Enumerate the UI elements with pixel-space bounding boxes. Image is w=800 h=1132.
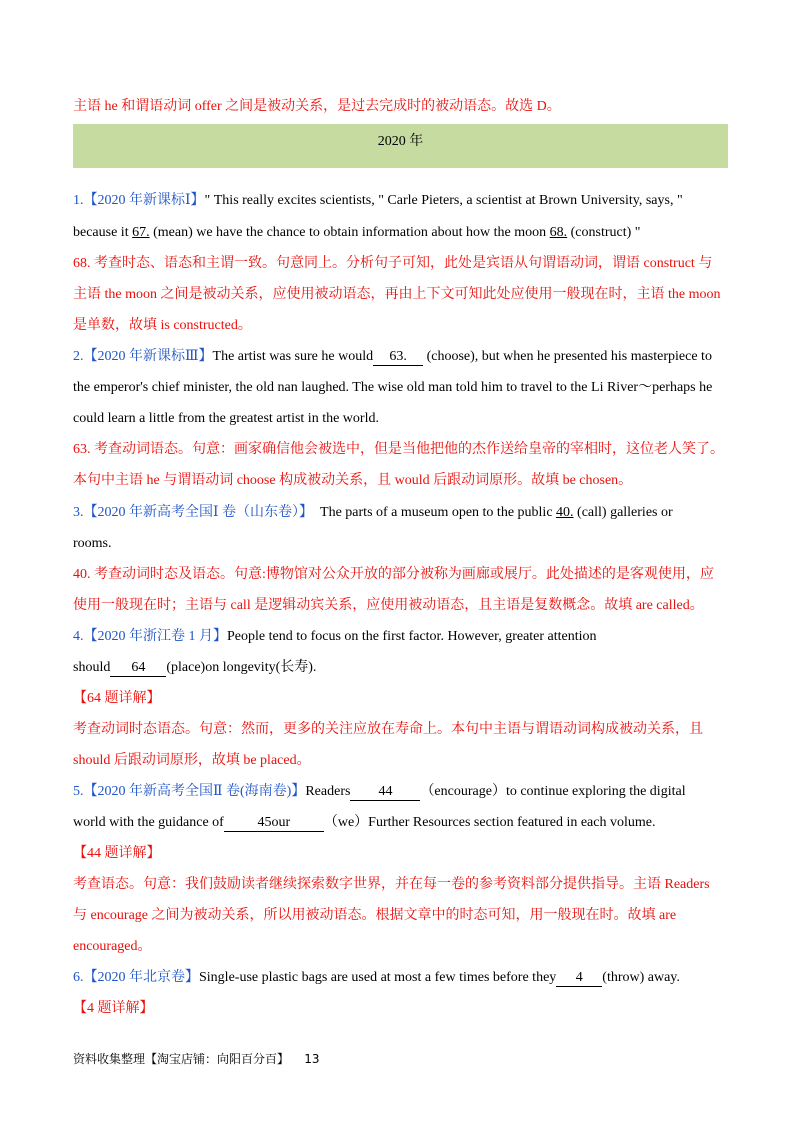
q2-line2: the emperor's chief minister, the old nan laughed. The wise old man told him to travel to the Li River～perhaps he (73, 380, 713, 395)
q2-text1a: The artist was sure he would (212, 349, 374, 364)
q1-answer-line2: 主语 the moon 之间是被动关系，应使用被动语态，再由上下文可知此处应使用一般现在时，主语 the moon (73, 287, 721, 302)
q3-answer-line1: 40. 考查动词时态及语态。句意:博物馆对公众开放的部分被称为画廊或展厅。此处描述的是客观使用，应 (73, 567, 714, 582)
q4-line1 (73, 627, 597, 647)
q3-text1a: The parts of a museum open to the public (313, 505, 557, 520)
q1-text2c: (construct) " (567, 225, 641, 240)
q4-blank-64: 64 (110, 660, 166, 677)
page-footer: 资料收集整理【淘宝店铺：向阳百分百】 13 (73, 1052, 320, 1066)
q6-blank-4: 4 (556, 970, 602, 987)
q5-explain-heading: 【44 题详解】 (73, 846, 161, 861)
q5-text2b: （we）Further Resources section featured in each volume. (323, 815, 656, 830)
q5-line2 (73, 813, 655, 833)
q4-text2b: (place)on longevity(长寿). (166, 660, 317, 675)
q4-line2 (73, 658, 316, 678)
q2-answer-line2: 本句中主语 he 与谓语动词 choose 构成被动关系，且 would 后跟动词原形。故填 be chosen。 (73, 473, 633, 488)
q5-text1a: Readers (305, 784, 351, 799)
year-banner-title: 2020 年 (377, 134, 424, 149)
q1-tag: 1.【2020 年新课标Ⅰ】 (73, 193, 205, 208)
q5-line1 (73, 782, 686, 802)
q4-text2a: should (73, 660, 111, 675)
q5-answer-line2: 与 encourage 之间为被动关系，所以用被动语态。根据文章中的时态可知，用一般现在时。故填 are (73, 908, 677, 923)
q3-line2: rooms. (73, 536, 112, 551)
q3-line1 (73, 503, 673, 523)
q3-tag: 3.【2020 年新高考全国Ⅰ 卷（山东卷）】 (73, 505, 314, 520)
q1-text1: " This really excites scientists, " Carle Pieters, a scientist at Brown University, says, " (204, 193, 683, 208)
q4-answer-line1: 考查动词时态语态。句意：然而，更多的关注应放在寿命上。本句中主语与谓语动词构成被动关系，且 (73, 722, 703, 737)
q2-text1b: (choose), but when he presented his masterpiece to (423, 349, 712, 364)
q2-blank-63: 63. (373, 349, 423, 366)
q1-text2b: (mean) we have the chance to obtain information about how the moon (149, 225, 550, 240)
q4-explain-heading: 【64 题详解】 (73, 691, 161, 706)
q1-answer-line3: 是单数，故填 is constructed。 (73, 318, 252, 333)
q4-answer-line2: should 后跟动词原形，故填 be placed。 (73, 753, 311, 768)
q6-text1a: Single-use plastic bags are used at most a few times before they (199, 970, 557, 985)
q6-explain-heading: 【4 题详解】 (73, 1001, 154, 1016)
q5-blank-44: 44 (350, 784, 420, 801)
year-banner (73, 124, 728, 168)
q5-text1b: （encourage）to continue exploring the digital (420, 784, 686, 799)
q2-line1 (73, 347, 712, 367)
q1-line2 (73, 223, 641, 243)
q5-answer-line1: 考查语态。句意：我们鼓励读者继续探索数字世界，并在每一卷的参考资料部分提供指导。主语 Readers (73, 877, 710, 892)
q6-text1b: (throw) away. (602, 970, 680, 985)
q1-blank-68: 68. (549, 225, 568, 240)
top-note: 主语 he 和谓语动词 offer 之间是被动关系，是过去完成时的被动语态。故选 D。 (73, 99, 561, 114)
q6-tag: 6.【2020 年北京卷】 (73, 970, 199, 985)
q5-text2a: world with the guidance of (73, 815, 224, 830)
q1-line1 (73, 191, 683, 211)
q3-answer-line2: 使用一般现在时；主语与 call 是逻辑动宾关系，应使用被动语态，且主语是复数概念。故填 are called。 (73, 598, 704, 613)
q2-answer-line1: 63. 考查动词语态。句意：画家确信他会被选中，但是当他把他的杰作送给皇帝的宰相时，这位老人笑了。 (73, 442, 724, 457)
q2-line3: could learn a little from the greatest artist in the world. (73, 411, 379, 426)
q1-answer-line1: 68. 考查时态、语态和主谓一致。句意同上。分析句子可知，此处是宾语从句谓语动词，谓语 construct 与 (73, 256, 713, 271)
q4-tag: 4.【2020 年浙江卷 1 月】 (73, 629, 227, 644)
q1-text2a: because it (73, 225, 133, 240)
q5-answer-line3: encouraged。 (73, 939, 152, 954)
q5-tag: 5.【2020 年新高考全国Ⅱ 卷(海南卷)】 (73, 784, 306, 799)
q6-line1 (73, 968, 680, 988)
q3-blank-40: 40. (556, 505, 574, 520)
q5-blank-45: 45our (224, 815, 324, 832)
q3-text1b: (call) galleries or (573, 505, 673, 520)
q2-tag: 2.【2020 年新课标Ⅲ】 (73, 349, 213, 364)
q1-blank-67: 67. (132, 225, 150, 240)
q4-text1: People tend to focus on the first factor. However, greater attention (227, 629, 597, 644)
